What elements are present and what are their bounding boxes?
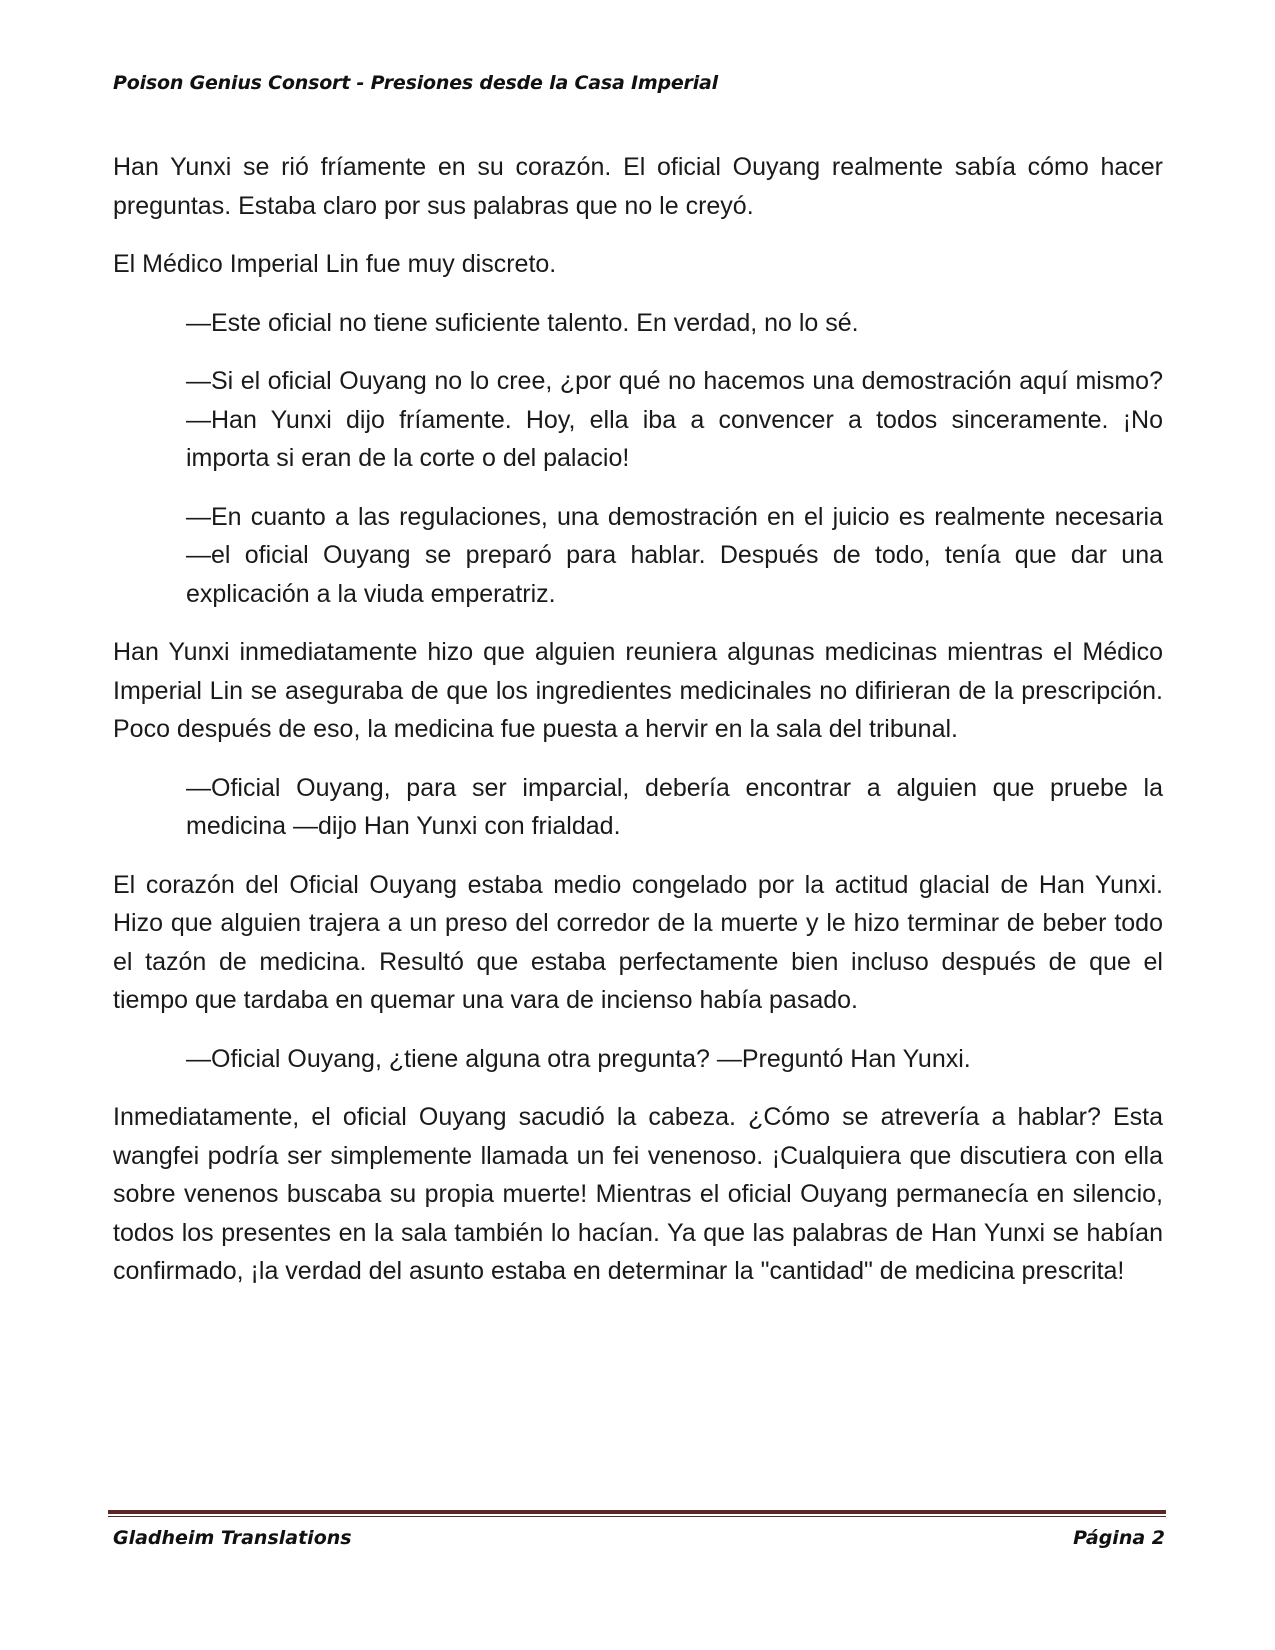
footer-divider	[108, 1510, 1166, 1517]
paragraph: Inmediatamente, el oficial Ouyang sacudió la cabeza. ¿Cómo se atrevería a hablar? Esta wangfei podría ser simplemente llamada un fei venenoso. ¡Cualquiera que discutiera con ella sobre venenos buscaba su propia muerte! Mientras el oficial Ouyang permanecía en silencio, todos los presentes en la sala también lo hacían. Ya que las palabras de Han Yunxi se habían confirmado, ¡la verdad del asunto estaba en determinar la "cantidad" de medicina prescrita!	[113, 1103, 1163, 1285]
footer-divider-thin	[108, 1516, 1166, 1517]
footer-translator-name: Gladheim Translations	[113, 1527, 352, 1549]
dialogue-paragraph: —Este oficial no tiene suficiente talento. En verdad, no lo sé.	[186, 308, 859, 337]
paragraph: Han Yunxi se rió fríamente en su corazón. El oficial Ouyang realmente sabía cómo hacer preguntas. Estaba claro por sus palabras que no le creyó.	[113, 153, 1163, 220]
dialogue-paragraph: —Oficial Ouyang, para ser imparcial, debería encontrar a alguien que pruebe la medicina —dijo Han Yunxi con frialdad.	[186, 773, 1163, 840]
dialogue-paragraph: —En cuanto a las regulaciones, una demostración en el juicio es realmente necesaria —el oficial Ouyang se preparó para hablar. Después de todo, tenía que dar una explicación a la viuda emperatriz.	[186, 502, 1163, 608]
dialogue-paragraph: —Si el oficial Ouyang no lo cree, ¿por qué no hacemos una demostración aquí mismo? —Han Yunxi dijo fríamente. Hoy, ella iba a convencer a todos sinceramente. ¡No importa si eran de la corte o del palacio!	[186, 367, 1163, 472]
document-body	[113, 148, 1163, 1311]
footer-page-number: Página 2	[1073, 1527, 1165, 1549]
paragraph: El corazón del Oficial Ouyang estaba medio congelado por la actitud glacial de Han Yunxi. Hizo que alguien trajera a un preso del corredor de la muerte y le hizo terminar de beber todo el tazón de medicina. Resultó que estaba perfectamente bien incluso después de que el tiempo que tardaba en quemar una vara de incienso había pasado.	[113, 870, 1163, 1014]
page-header-title: Poison Genius Consort - Presiones desde la Casa Imperial	[113, 72, 718, 94]
dialogue-paragraph: —Oficial Ouyang, ¿tiene alguna otra pregunta? —Preguntó Han Yunxi.	[186, 1044, 971, 1073]
footer-divider-thick	[108, 1510, 1166, 1514]
paragraph: Han Yunxi inmediatamente hizo que alguien reuniera algunas medicinas mientras el Médico Imperial Lin se aseguraba de que los ingredientes medicinales no difirieran de la prescripción. Poco después de eso, la medicina fue puesta a hervir en la sala del tribunal.	[113, 638, 1163, 743]
paragraph: El Médico Imperial Lin fue muy discreto.	[113, 250, 557, 278]
